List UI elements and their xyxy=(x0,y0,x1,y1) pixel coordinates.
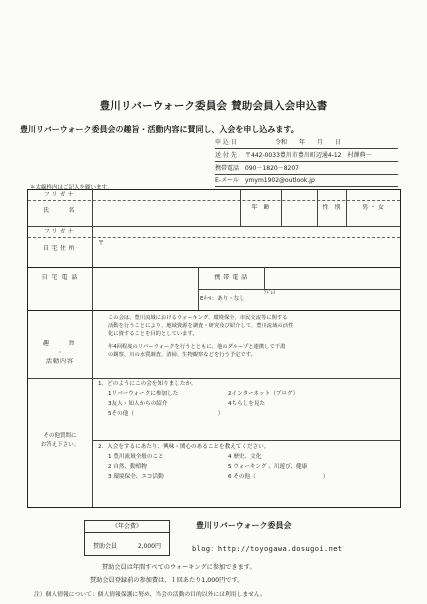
name-label: 氏 名 xyxy=(42,207,77,214)
phone-label: 携帯電話 xyxy=(215,165,240,172)
lead-statement: 豊川リバーウォーク委員会の趣旨・活動内容に賛同し、入会を申し込みます。 xyxy=(20,125,299,134)
footer-line-2: 賛助会員登録前の参加費は、１回あたり1,000円です。 xyxy=(90,577,244,584)
other-questions-label-1: その他質問に xyxy=(43,433,77,439)
furigana-label-1: フリガナ xyxy=(44,192,76,198)
question-1-title: 1．どのようにこの会を知りましたか。 xyxy=(98,381,197,387)
address-input[interactable] xyxy=(110,240,398,262)
phone-row xyxy=(215,164,398,173)
q1-option-3[interactable]: 3友人・知人からの紹介 xyxy=(108,401,168,407)
purpose-line: 活動を行うことにより、地域資源を調査・研究及び紹介して、豊川流域の活性 xyxy=(108,322,294,329)
purpose-line: 年4回程度のリバーウォークを行うとともに、他のグループと連携して干潟 xyxy=(108,344,286,351)
name-input[interactable] xyxy=(94,204,238,220)
age-label: 年 齢 xyxy=(251,204,270,211)
email-row xyxy=(215,176,398,185)
gender-options[interactable]: 男 ・ 女 xyxy=(362,204,384,211)
q1-option-2[interactable]: 2インターネット（ブログ） xyxy=(228,391,299,397)
other-questions-label-2: お答え下さい。 xyxy=(40,442,80,448)
purpose-line: 化に資することを目的としています。 xyxy=(108,330,198,337)
furigana-label-2: フリガナ xyxy=(44,229,76,235)
address-label: 自宅住所 xyxy=(42,245,77,252)
send-to-value: 〒442-0033豊川市豊川町辺通4-12 村澤典一 xyxy=(245,152,372,159)
application-table xyxy=(27,189,401,508)
date-label: 申 込 日 xyxy=(215,139,237,146)
annual-fee-box xyxy=(84,520,170,556)
q2-option-3[interactable]: 3 環境保全、エコ活動 xyxy=(108,474,164,480)
question-2 xyxy=(98,443,398,505)
home-phone-input[interactable] xyxy=(94,274,196,288)
q2-option-1[interactable]: 1 豊川流域全般のこと xyxy=(108,454,164,460)
age-input[interactable] xyxy=(283,204,315,220)
fee-member-label: 賛助会員 xyxy=(93,543,118,550)
privacy-note: 注）個人情報について：個人情報保護に努め、当会の活動の目的以外には利用しません。 xyxy=(34,592,266,598)
date-row xyxy=(215,138,398,147)
bold-frame-note: ＊太線枠内はご記入を願います。 xyxy=(30,185,113,191)
q2-option-5[interactable]: 5 ウォーキング 、川遊び、健康 xyxy=(228,464,308,470)
question-2-title: 2．入会をするにあたり、興味・関心のあることを教えてください。 xyxy=(98,444,270,450)
q2-option-4[interactable]: 4 歴史、文化 xyxy=(228,454,262,460)
send-to-row xyxy=(215,151,398,160)
home-phone-label: 自 宅 電 話 xyxy=(41,274,79,281)
q1-option-5[interactable]: 5その他（ ） xyxy=(108,411,224,417)
q2-option-6[interactable]: 6 その他（ ） xyxy=(228,474,329,480)
email-availability[interactable]: Eﾒｰﾙ：あり・なし xyxy=(200,296,245,302)
purpose-separator: ・ xyxy=(57,350,63,356)
annual-fee-header: 《年会費》 xyxy=(85,521,169,533)
email-value: ymym1902@outlook.jp xyxy=(245,177,315,184)
form-title: 豊川リバーウォーク委員会 賛助会員入会申込書 xyxy=(99,100,328,112)
q1-option-4[interactable]: 4ちらしを見た xyxy=(228,401,266,407)
date-value[interactable]: 令和 年 月 日 xyxy=(275,139,342,146)
mobile-phone-label: 携 帯 電 話 xyxy=(214,274,248,281)
phone-value: 090－1820－8207 xyxy=(245,165,299,172)
fee-amount: 2,000円 xyxy=(137,543,161,550)
email-address-input[interactable] xyxy=(278,296,398,308)
mobile-phone-input[interactable] xyxy=(266,274,398,288)
purpose-label: 趣 旨 xyxy=(42,340,77,347)
email-label: E-メール xyxy=(215,177,239,184)
purpose-line: の観察、川の水質調査、清掃、生物観察などを行う予定です。 xyxy=(108,352,256,359)
organization-name: 豊川リバーウォーク委員会 xyxy=(196,521,292,530)
q1-option-1[interactable]: 1リバーウォークに参加した xyxy=(108,391,179,397)
q2-option-2[interactable]: 2 自然、動植物 xyxy=(108,464,147,470)
email-address-label: ｱﾄﾞﾚｽ xyxy=(264,291,276,296)
send-to-label: 送 付 先 xyxy=(215,152,237,159)
blog-link[interactable]: blog：http://toyogawa.dosugoi.net xyxy=(192,545,343,553)
question-1 xyxy=(98,380,398,438)
postal-mark: 〒 xyxy=(98,240,105,247)
purpose-line: この会は、豊川流域におけるウォーキング、環境保全、市民交流等に関する xyxy=(108,315,288,321)
gender-label: 性 別 xyxy=(322,204,341,211)
purpose-text xyxy=(108,315,293,360)
footer-line-1: 賛助会員は年間すべてのウォーキングに参加できます。 xyxy=(102,564,256,571)
activities-label: 活動内容 xyxy=(45,358,74,365)
